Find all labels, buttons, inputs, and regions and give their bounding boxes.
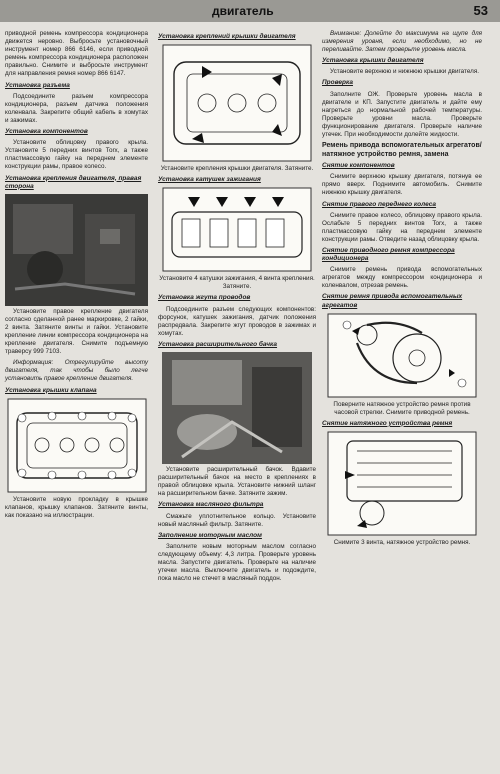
section-heading: Ремень привода вспомогательных агрегатов/натяжное устройство ремня, замена <box>322 142 482 158</box>
subheading: Заполнение моторным маслом <box>158 531 262 539</box>
subheading: Снятие компонентов <box>322 162 395 170</box>
subheading: Установка креплений крышки двигателя <box>158 33 296 40</box>
subheading: Снятие ремня привода вспомогательных агрегатов <box>322 293 463 309</box>
info-note: Информация: Отрегулируйте высоту двигателя, так чтобы было легче установить правое крепление двигателя. <box>5 359 148 383</box>
paragraph: Снимите правое колесо, облицовку правого крыла. Ослабьте 5 передних винтов Torx, а также пластмассовую гайку на переднем элементе конструкции рамы. Отведите назад облицовку крыла. <box>322 211 482 243</box>
expansion-tank-photo <box>162 352 312 464</box>
ignition-coils-diagram <box>162 187 312 272</box>
figure-caption: Установите крепления крышки двигателя. Затяните. <box>160 165 314 173</box>
subheading: Установка крышки двигателя <box>322 57 424 65</box>
subheading: Установка крепления двигателя, правая сторона <box>5 174 142 190</box>
paragraph: Подсоедините разъем компрессора кондиционера, разъем датчика положения коленвала. Закрепите общий кабель в хомутах и зажимах. <box>5 92 148 124</box>
paragraph: Снимите верхнюю крышку двигателя, потянув ее прямо вверх. Поднимите автомобиль. Снимите нижнюю крышку двигателя. <box>322 173 482 197</box>
section-title: двигатель <box>212 4 274 18</box>
subheading: Снятие натяжного устройства ремня <box>322 419 453 427</box>
paragraph: Смажьте уплотнительное кольцо. Установите новый масляный фильтр. Затяните. <box>158 512 316 528</box>
paragraph: Заполните новым моторным маслом согласно следующему объему: 4,3 литра. Проверьте уровень масла. Запустите двигатель. Проверьте на наличие утечки масла. Выключите двигатель и подождите, пока масло не стечет в масляный поддон. <box>158 542 316 583</box>
paragraph: Заполните ОЖ. Проверьте уровень масла в двигателе и КП. Запустите двигатель и дайте ему нагреться до нормальной рабочей температуры. Проверьте уровни масла. Проверьте функционирование двигателя. Проверьте наличие утечек. При необходимости долейте жидкости. <box>322 90 482 139</box>
paragraph: Установите верхнюю и нижнюю крышки двигателя. <box>330 68 479 76</box>
figure-caption: Снимите 3 винта, натяжное устройство ремня. <box>333 538 471 546</box>
paragraph: Установите новую прокладку в крышке клапанов, крышку клапанов. Затяните винты, как показано на иллюстрации. <box>5 495 148 519</box>
page-number: 53 <box>473 3 488 18</box>
subheading: Снятие правого переднего колеса <box>322 200 437 208</box>
figure-caption: Установите 4 катушки зажигания, 4 винта крепления. Затяните. <box>159 275 315 291</box>
page-header <box>0 0 500 22</box>
paragraph: приводной ремень компрессора кондиционера движется неровно. Выбросьте установочный инструмент номер 866 6146, если приводной ремень компрессора кондиционера расположен правильно. Снимите и выбросьте инструмент для направления ремня номер 866 6147. <box>5 30 148 78</box>
drive-belt-diagram <box>327 313 477 398</box>
engine-cover-mounts-diagram <box>162 44 312 162</box>
subheading: Снятие приводного ремня компрессора кондиционера <box>322 246 455 263</box>
valve-cover-diagram <box>7 398 147 493</box>
subheading: Установка крышки клапана <box>5 386 97 394</box>
figure-caption: Поверните натяжное устройство ремня против часовой стрелки. Снимите приводной ремень. <box>333 400 471 416</box>
paragraph: Установите правое крепление двигателя согласно сделанной ранее маркировке, 2 гайки, 2 винта. Затяните винты и гайки. Установите крепление линии компрессора кондиционера на крепление двигателя. Снимите подъемную траверсу 999 7103. <box>5 307 148 356</box>
column-middle <box>158 30 316 586</box>
engine-mount-photo <box>5 194 148 306</box>
subheading: Установка масляного фильтра <box>158 501 264 509</box>
subheading: Установка компонентов <box>5 128 88 136</box>
subheading: Установка жгута проводов <box>158 294 251 302</box>
subheading: Проверка <box>322 79 353 87</box>
subheading: Установка разъема <box>5 81 70 89</box>
caution-note: Внимание: Долейте до максимума на щупе для измерения уровня, если необходимо, но не переливайте. Затем проверьте уровень масла. <box>322 30 482 54</box>
column-right <box>322 30 482 550</box>
belt-tensioner-diagram <box>327 431 477 536</box>
paragraph: Установите облицовку правого крыла. Установите 5 передних винтов Torx, а также пластмассовую гайку на переднем элементе конструкции рамы, правое колесо. <box>5 139 148 171</box>
column-left <box>5 30 148 523</box>
paragraph: Установите расширительный бачок. Вдавите расширительный бачок на место в креплениях в правой облицовке крыла. Установите нижний шланг на расширительном бачке. Затяните зажим. <box>158 466 316 498</box>
paragraph: Подсоедините разъем следующих компонентов: форсунок, катушек зажигания, датчик положения распредвала. Закрепите жгут проводов в зажимах и хомутах. <box>158 305 316 337</box>
subheading: Установка расширительного бачка <box>158 340 278 348</box>
paragraph: Снимите ремень привода вспомогательных агрегатов между компрессором кондиционера и коленвалом, отрезав ремень. <box>322 266 482 290</box>
subheading: Установка катушек зажигания <box>158 176 261 184</box>
